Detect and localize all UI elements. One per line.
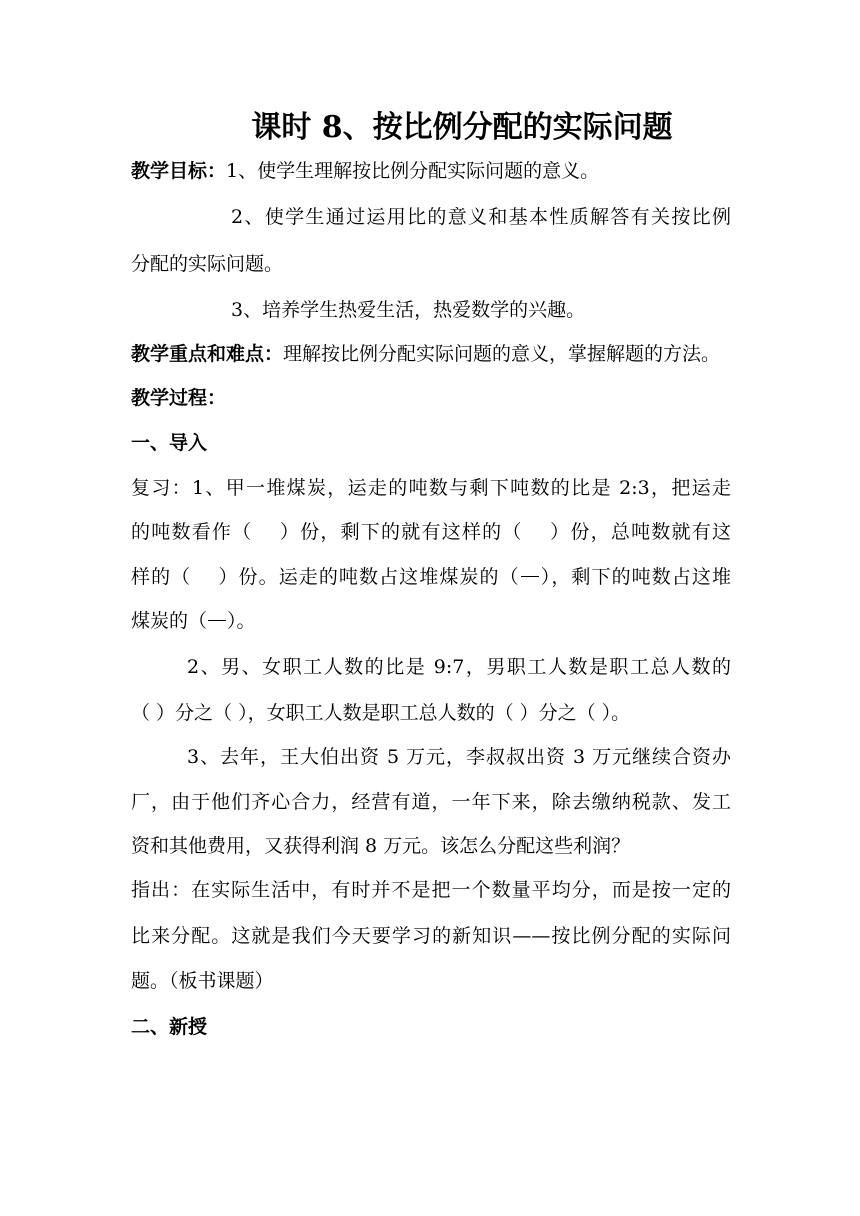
review-q3-line-3: 资和其他费用，又获得利润 8 万元。该怎么分配这些利润？ — [131, 835, 631, 857]
goal-1-text: 1、使学生理解按比例分配实际问题的意义。 — [226, 160, 600, 182]
goal-item-3: 3、培养学生热爱生活，热爱数学的兴趣。 — [231, 299, 586, 321]
review-q3-line-2: 厂，由于他们齐心合力，经营有道，一年下来，除去缴纳税款、发工 — [131, 791, 731, 813]
fraction-blank — [208, 620, 226, 621]
review-q1-line-2: 的吨数看作（ ）份，剩下的就有这样的（ ）份，总吨数就有这 — [131, 521, 731, 543]
process-label: 教学过程： — [131, 387, 227, 409]
keypoints — [131, 340, 731, 368]
review-q2-line-1: 2、男、女职工人数的比是 9:7，男职工人数是职工总人数的 — [187, 656, 731, 678]
review-q1-line-3-a: 样的（ ）份。运走的吨数占这堆煤炭的（ — [131, 566, 520, 588]
review-q1-line-3 — [131, 563, 731, 591]
review-q2-line-2: （ ）分之（ ），女职工人数是职工总人数的（ ）分之（ ）。 — [131, 702, 631, 724]
pointout-line-1: 指出：在实际生活中，有时并不是把一个数量平均分，而是按一定的 — [131, 879, 731, 901]
keypoints-label: 教学重点和难点： — [131, 343, 284, 365]
section-2-heading: 二、新授 — [131, 1016, 208, 1038]
pointout-line-3: 题。（板书课题） — [131, 970, 274, 992]
section-1-heading: 一、导入 — [131, 432, 208, 454]
keypoints-text: 理解按比例分配实际问题的意义，掌握解题的方法。 — [283, 343, 721, 365]
review-q1-line-3-b: ），剩下的吨数占这堆 — [539, 566, 731, 588]
page-title: 课时 8、按比例分配的实际问题 — [251, 110, 673, 145]
review-q1-line-4-b: ）。 — [227, 610, 256, 632]
goals-label: 教学目标： — [131, 160, 227, 182]
review-q3-line-1: 3、去年，王大伯出资 5 万元，李叔叔出资 3 万元继续合资办 — [187, 746, 731, 768]
fraction-blank — [521, 576, 539, 577]
goal-item-2-line-1: 2、使学生通过运用比的意义和基本性质解答有关按比例 — [231, 206, 731, 228]
goal-item-1 — [131, 157, 731, 185]
review-q1-line-4 — [131, 607, 731, 635]
goal-item-2-line-2: 分配的实际问题。 — [131, 253, 284, 275]
pointout-line-2: 比来分配。这就是我们今天要学习的新知识——按比例分配的实际问 — [131, 925, 731, 947]
review-q1-line-4-a: 煤炭的（ — [131, 610, 208, 632]
review-q1-line-1: 复习：1、甲一堆煤炭，运走的吨数与剩下吨数的比是 2:3，把运走 — [131, 477, 731, 499]
